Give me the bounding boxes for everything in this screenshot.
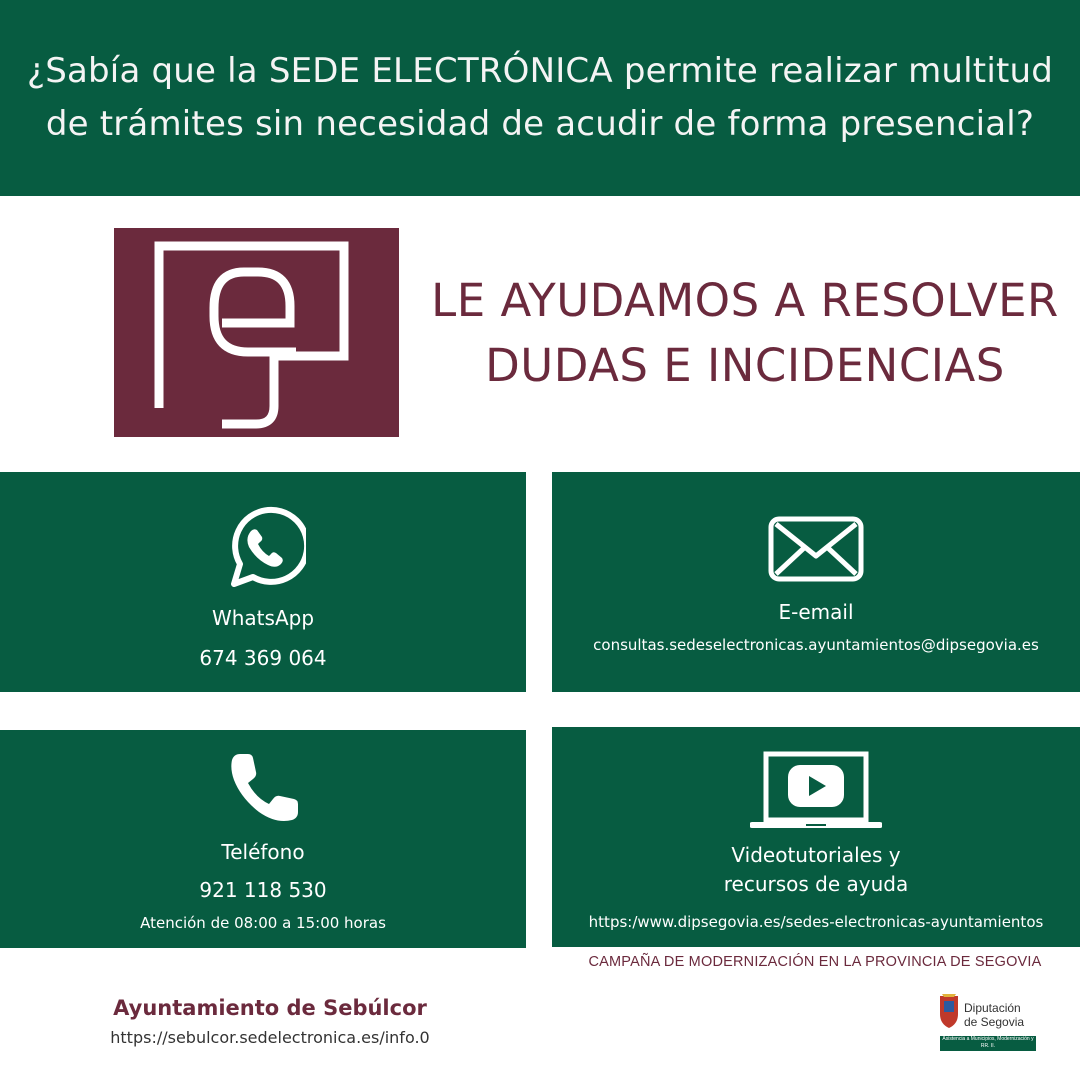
video-label-line-2: recursos de ayuda: [723, 872, 909, 896]
diputacion-line-1: Diputación: [964, 1001, 1021, 1015]
headline-line-2: DUDAS E INCIDENCIAS: [485, 339, 1005, 393]
campaign-text: CAMPAÑA DE MODERNIZACIÓN EN LA PROVINCIA DE SEGOVIA: [588, 954, 1042, 970]
laptop-play-icon: [552, 751, 1080, 831]
phone-icon: [0, 752, 526, 826]
diputacion-tagline: Asistencia a Municipios, Modernización y RR. II.: [940, 1036, 1036, 1051]
whatsapp-icon: [0, 504, 526, 590]
envelope-icon: [552, 516, 1080, 582]
phone-hours: Atención de 08:00 a 15:00 horas: [140, 914, 386, 932]
help-headline: [430, 268, 1060, 399]
phone-label: Teléfono: [221, 840, 305, 864]
email-card[interactable]: [552, 472, 1080, 692]
email-address[interactable]: consultas.sedeselectronicas.ayuntamientos@dipsegovia.es: [593, 636, 1039, 654]
town-url[interactable]: https://sebulcor.sedelectronica.es/info.0: [110, 1028, 430, 1047]
header-banner: [0, 0, 1080, 196]
sede-electronica-logo: [114, 228, 399, 437]
email-label: E-email: [778, 600, 854, 624]
video-card[interactable]: [552, 727, 1080, 947]
town-name: Ayuntamiento de Sebúlcor: [113, 996, 427, 1020]
video-label: [552, 841, 1080, 899]
whatsapp-card[interactable]: [0, 472, 526, 692]
video-label-line-1: Videotutoriales y: [731, 843, 901, 867]
diputacion-logo: [936, 992, 1040, 1054]
phone-card[interactable]: [0, 730, 526, 948]
diputacion-line-2: de Segovia: [964, 1014, 1025, 1029]
whatsapp-number[interactable]: 674 369 064: [199, 646, 327, 670]
whatsapp-label: WhatsApp: [211, 606, 315, 630]
headline-line-1: LE AYUDAMOS A RESOLVER: [431, 274, 1059, 327]
header-question: ¿Sabía que la SEDE ELECTRÓNICA permite realizar multitud de trámites sin necesidad de acudir de forma presencial?: [26, 51, 1054, 144]
video-url[interactable]: https:/www.dipsegovia.es/sedes-electronicas-ayuntamientos: [588, 913, 1044, 931]
sede-e-logo-icon: [114, 228, 399, 437]
phone-number[interactable]: 921 118 530: [199, 878, 327, 902]
